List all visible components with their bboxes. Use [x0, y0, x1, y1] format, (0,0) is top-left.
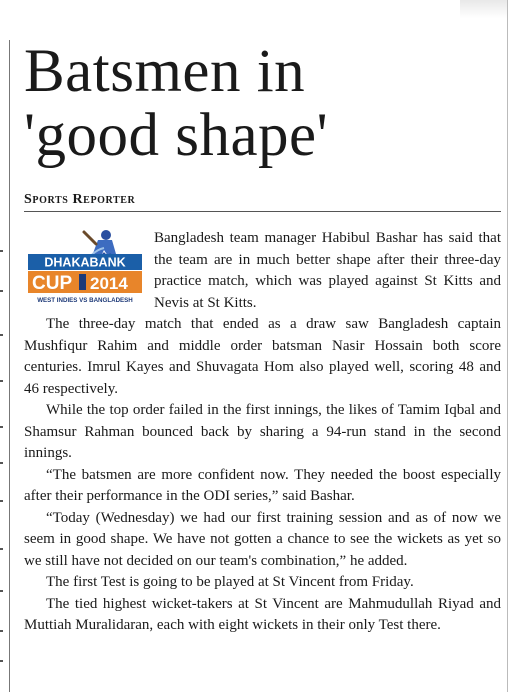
logo-year-text: 2014	[90, 274, 128, 293]
logo-brand-text: DHAKABANK	[44, 255, 126, 270]
article-paragraph-2: The three-day match that ended as a draw saw Bangladesh captain Mushfiqur Rahim and middle order batsman Nasir Hossain both score centuries. Imrul Kayes and Shuvagata Hom also played well, scoring 48 and 46 respectively.	[24, 316, 501, 397]
dhaka-bank-cup-logo-icon	[24, 228, 148, 308]
logo-subtitle-text: WEST INDIES VS BANGLADESH	[37, 297, 133, 304]
byline: Sports Reporter	[24, 192, 136, 207]
article-headline	[24, 40, 328, 168]
article-paragraph-6: The first Test is going to be played at St Vincent from Friday.	[46, 574, 414, 590]
logo-cup-text: CUP	[32, 273, 73, 294]
headline-text: Batsmen in 'good shape'	[24, 38, 329, 169]
article-paragraph-3: While the top order failed in the first innings, the likes of Tamim Iqbal and Shamsur Rahman bounced back by sharing a 94-run stand in the second innings.	[24, 402, 501, 461]
article-body	[24, 228, 501, 637]
article-paragraph-4: “The batsmen are more confident now. They needed the boost especially after their performance in the ODI series,” said Bashar.	[24, 466, 501, 504]
event-logo	[24, 228, 154, 312]
byline-divider	[24, 211, 501, 212]
right-page-edge	[507, 0, 508, 692]
adjacent-column-marks	[0, 230, 4, 690]
column-divider	[9, 40, 10, 692]
page-edge-shadow	[460, 0, 508, 18]
article-paragraph-7: The tied highest wicket-takers at St Vincent are Mahmudullah Riyad and Muttiah Muralidaran, each with eight wickets in their only Test there.	[24, 595, 501, 633]
article-paragraph-5: “Today (Wednesday) we had our first training session and as of now we seem in good shape. We have not gotten a chance to see the wickets as yet so we still have not decided on our team's combination,” he added.	[24, 509, 501, 569]
article-paragraph-1: Bangladesh team manager Habibul Bashar has said that the team are in much better shape after their three-day practice match, which was played against St Kitts and Nevis at St Kitts.	[154, 230, 501, 311]
